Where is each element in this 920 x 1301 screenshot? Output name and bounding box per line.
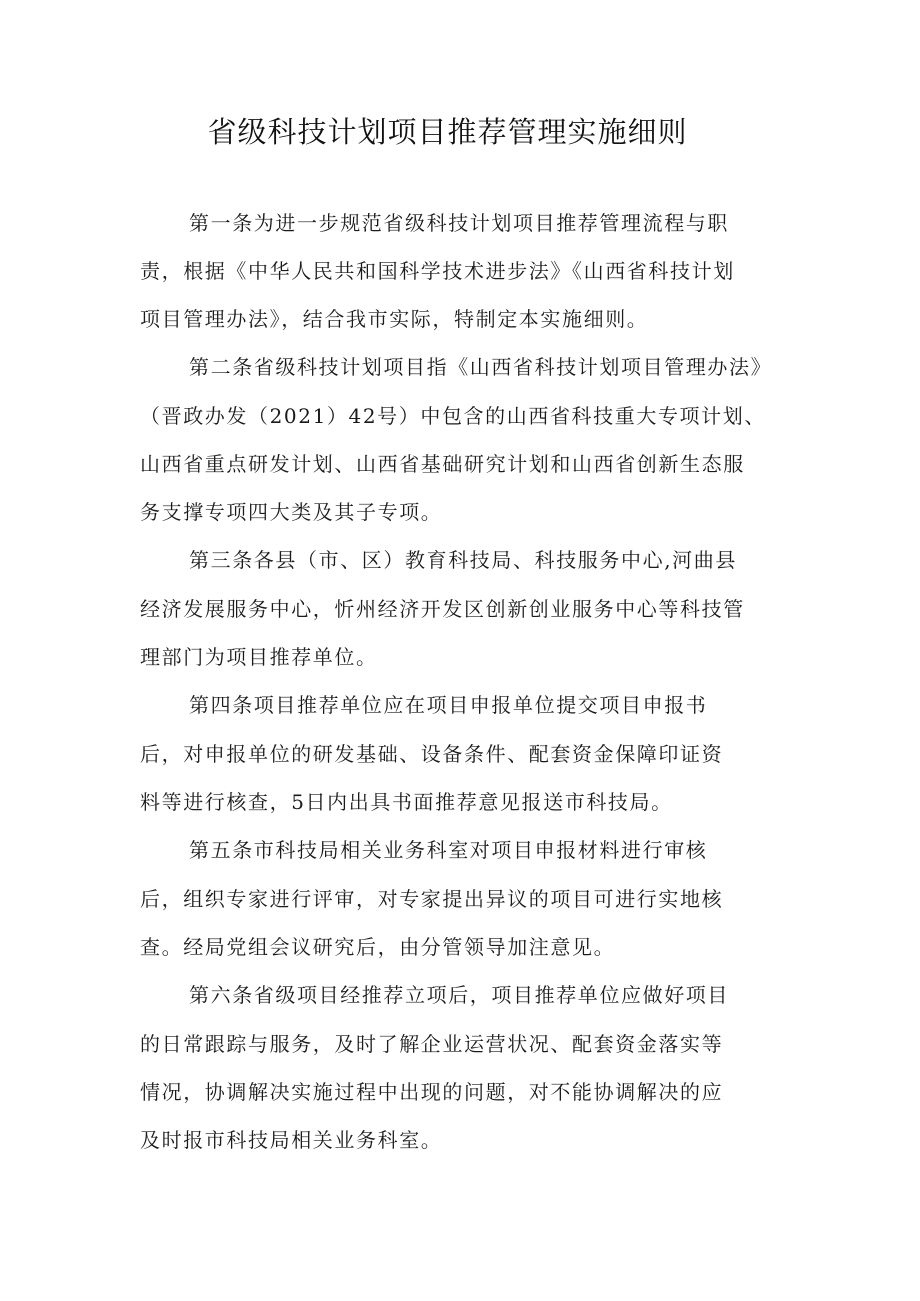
article-2-line-3: 山西省重点研发计划、山西省基础研究计划和山西省创新生态服 [140, 452, 745, 476]
article-2-line-4: 务支撑专项四大类及其子专项。 [140, 500, 443, 524]
article-6-line-1: 第六条省级项目经推荐立项后，项目推荐单位应做好项目 [189, 983, 729, 1007]
article-1-line-3: 项目管理办法》，结合我市实际，特制定本实施细则。 [140, 307, 649, 331]
article-4-line-3: 料等进行核查，5日内出具书面推荐意见报送市科技局。 [140, 790, 673, 814]
article-1-line-1: 第一条为进一步规范省级科技计划项目推荐管理流程与职 [189, 211, 729, 235]
document-title: 省级科技计划项目推荐管理实施细则 [207, 115, 688, 149]
article-5-line-3: 查。经局党组会议研究后，由分管领导加注意见。 [140, 935, 616, 959]
article-6-line-2: 的日常跟踪与服务，及时了解企业运营状况、配套资金落实等 [140, 1032, 724, 1056]
article-3-line-1: 第三条各县（市、区）教育科技局、科技服务中心,河曲县 [189, 548, 737, 572]
article-2-line-2: （晋政办发（2021）42号）中包含的山西省科技重大专项计划、 [140, 404, 766, 428]
article-1-line-2: 责，根据《中华人民共和国科学技术进步法》《山西省科技计划 [140, 259, 735, 283]
article-3-line-2: 经济发展服务中心，忻州经济开发区创新创业服务中心等科技管 [140, 597, 745, 621]
article-5-line-1: 第五条市科技局相关业务科室对项目申报材料进行审核 [189, 838, 708, 862]
article-5-line-2: 后，组织专家进行评审，对专家提出异议的项目可进行实地核 [140, 887, 724, 911]
article-4-line-1: 第四条项目推荐单位应在项目申报单位提交项目申报书 [189, 693, 708, 717]
article-6-line-3: 情况，协调解决实施过程中出现的问题，对不能协调解决的应 [140, 1080, 724, 1104]
article-3-line-3: 理部门为项目推荐单位。 [140, 645, 378, 669]
article-2-line-1: 第二条省级科技计划项目指《山西省科技计划项目管理办法》 [189, 355, 773, 379]
article-6-line-4: 及时报市科技局相关业务科室。 [140, 1128, 443, 1152]
article-4-line-2: 后，对申报单位的研发基础、设备条件、配套资金保障印证资 [140, 742, 724, 766]
